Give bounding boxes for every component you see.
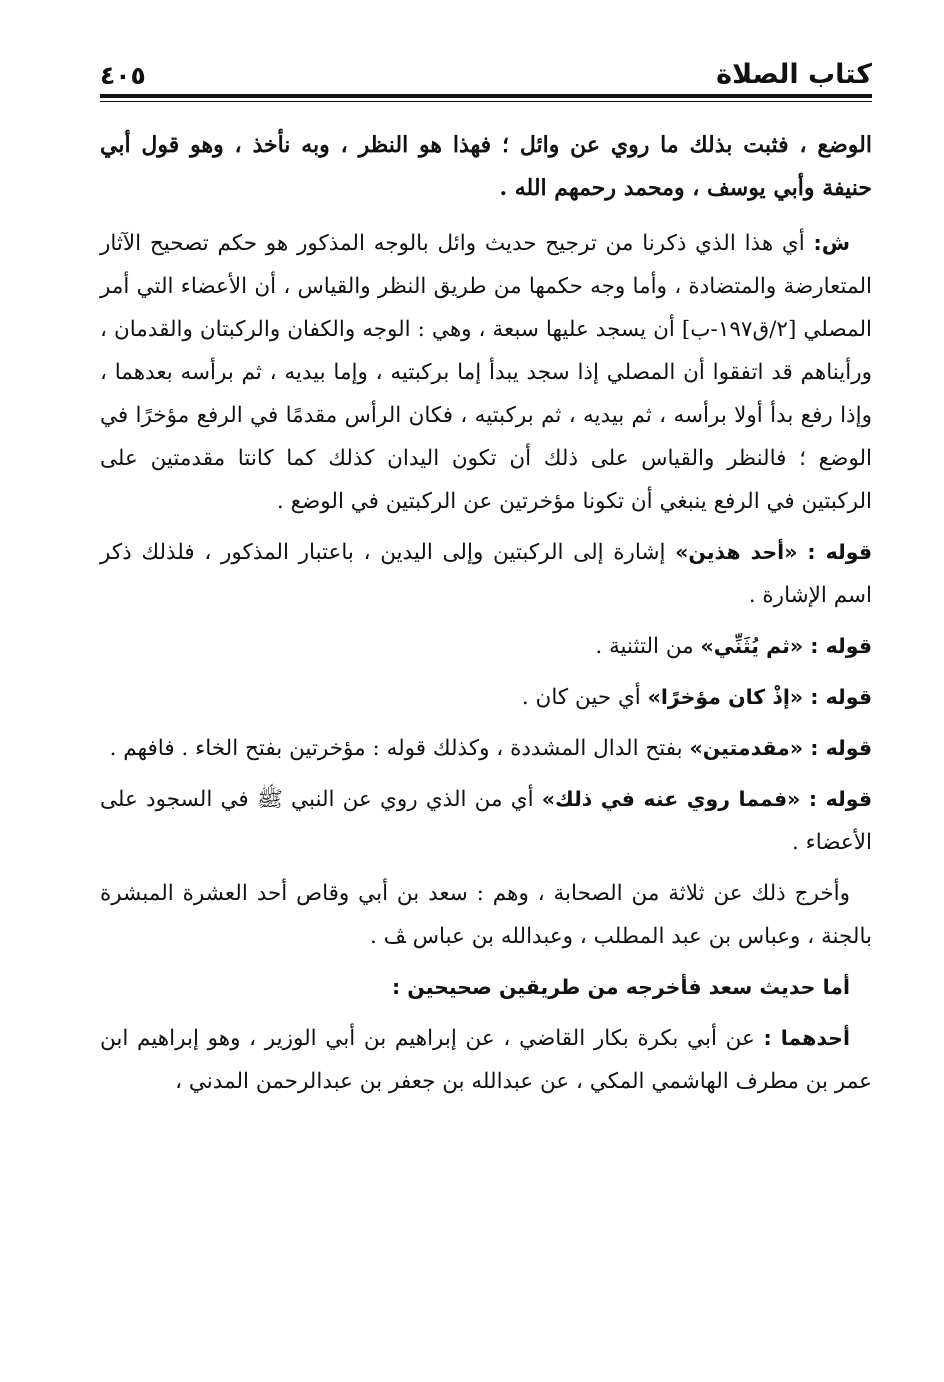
paragraph-lead: أحدهما : [763, 1026, 850, 1050]
paragraph-text: أي حين كان . [521, 685, 648, 710]
paragraph-note [100, 676, 872, 719]
paragraph-text: عن أبي بكرة بكار القاضي ، عن إبراهيم بن أبي الوزير ، وهو إبراهيم ابن عمر بن مطرف الهاشمي المكي ، عن عبدالله بن جعفر بن عبدالرحمن المدني ، [100, 1026, 872, 1094]
page-number: ٤٠٥ [100, 61, 146, 90]
paragraph-text: أي من الذي روي عن النبي ﷺ في السجود على الأعضاء . [100, 787, 872, 855]
section-heading-text: أما حديث سعد فأخرجه من طريقين صحيحين : [391, 975, 850, 999]
paragraph-commentary [100, 222, 872, 523]
paragraph-chain [100, 1017, 872, 1103]
paragraph-note [100, 727, 872, 770]
chapter-title: كتاب الصلاة [716, 59, 872, 90]
paragraph-lead: قوله : «إذْ كان مؤخرًا» [647, 685, 872, 709]
paragraph-note [100, 778, 872, 864]
paragraph-note [100, 625, 872, 668]
paragraph-narration [100, 872, 872, 958]
paragraph-lead: قوله : «مقدمتين» [689, 736, 872, 760]
section-heading [100, 966, 872, 1009]
paragraph-text: من التثنية . [595, 634, 701, 659]
header-rule-thick [100, 94, 872, 98]
paragraph-lead: قوله : «فمما روي عنه في ذلك» [541, 787, 872, 811]
paragraph-note [100, 531, 872, 617]
paragraph-text: الوضع ، فثبت بذلك ما روي عن وائل ؛ فهذا هو النظر ، وبه نأخذ ، وهو قول أبي حنيفة وأبي يوسف ، ومحمد رحمهم الله . [100, 132, 872, 201]
paragraph-lead: قوله : «ثم يُثَنِّي» [700, 634, 872, 658]
paragraph-text: بفتح الدال المشددة ، وكذلك قوله : مؤخرتين بفتح الخاء . فافهم . [109, 736, 690, 761]
paragraph-text: وأخرج ذلك عن ثلاثة من الصحابة ، وهم : سعد بن أبي وقاص أحد العشرة المبشرة بالجنة ، وعباس بن عبد المطلب ، وعبدالله بن عباس ﭫ . [100, 881, 872, 949]
paragraph-lead: قوله : «أحد هذين» [675, 540, 873, 564]
paragraph-text: أي هذا الذي ذكرنا من ترجيح حديث وائل بالوجه المذكور هو حكم تصحيح الآثار المتعارضة والمتضادة ، وأما وجه حكمها من طريق النظر والقياس ، أن الأعضاء التي أمر المصلي [٢/ق١٩٧-ب] أن يسجد عليها سبعة ، وهي : الوجه والكفان والركبتان والقدمان ، ورأيناهم قد اتفقوا أن المصلي إذا سجد يبدأ إما بركبتيه ، وإما بيديه ، ثم برأسه بعدهما ، وإذا رفع بدأ أولا برأسه ، ثم بيديه ، ثم بركبتيه ، فكان الرأس مقدمًا في الرفع مؤخرًا في الوضع ؛ فالنظر والقياس على ذلك أن تكون اليدان كذلك كما كانتا مقدمتين على الركبتين في الرفع ينبغي أن تكونا مؤخرتين عن الركبتين في الوضع . [100, 231, 872, 514]
paragraph-lead: ش: [813, 231, 850, 255]
running-header [100, 48, 872, 90]
book-page [100, 48, 872, 1103]
paragraph-text: إشارة إلى الركبتين وإلى اليدين ، باعتبار المذكور ، فلذلك ذكر اسم الإشارة . [100, 540, 872, 608]
paragraph-main-text [100, 124, 872, 210]
header-rule-thin [100, 101, 872, 102]
page-body [100, 124, 872, 1103]
